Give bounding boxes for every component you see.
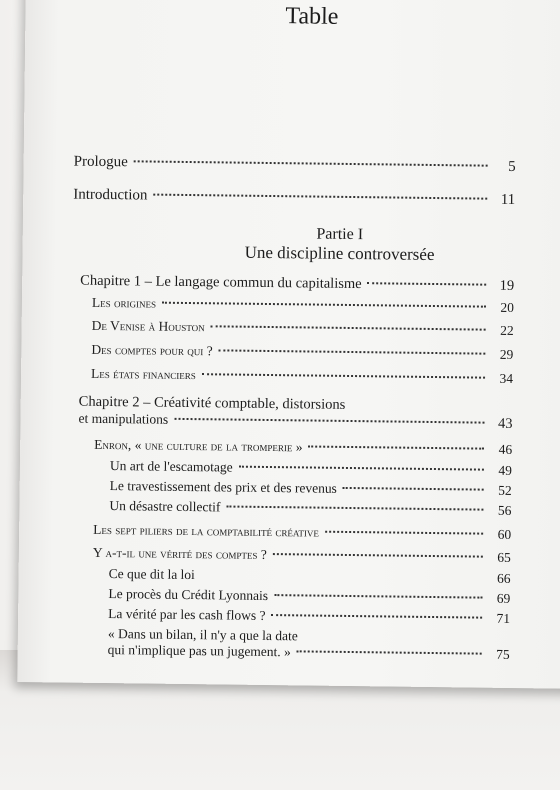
toc-entry-section	[93, 522, 511, 543]
toc-entry-subsection	[108, 606, 510, 627]
toc-entry-prologue	[74, 154, 516, 176]
toc-label: Les origines	[91, 294, 157, 311]
toc-label: Un désastre collectif	[109, 498, 221, 515]
page-number: 66	[497, 570, 511, 586]
page-number: 19	[499, 277, 515, 294]
page-number: 43	[497, 415, 513, 432]
page-number: 22	[500, 322, 514, 338]
leader-dots	[174, 418, 484, 424]
toc-entry-subsection	[110, 458, 512, 479]
leader-dots	[202, 373, 485, 378]
toc-entry-subsection	[108, 586, 510, 607]
leader-dots	[211, 325, 486, 330]
leader-dots	[162, 302, 486, 308]
page-number: 20	[500, 299, 515, 315]
toc-entry-introduction	[73, 187, 515, 209]
page-number: 52	[498, 482, 512, 498]
leader-dots	[274, 594, 482, 599]
toc-entry-chapter-2	[78, 394, 512, 433]
leader-dots	[297, 650, 482, 654]
toc-label: Chapitre 1 – Le langage commun du capitalisme	[80, 272, 362, 293]
toc-entry-section	[94, 437, 512, 458]
page-number: 69	[496, 590, 511, 606]
toc-entry-subsection	[109, 498, 511, 519]
page-number: 11	[500, 191, 516, 208]
leader-dots	[219, 349, 486, 354]
page-number: 34	[499, 370, 514, 386]
leader-dots	[343, 487, 484, 491]
toc-entry-section	[92, 318, 514, 339]
toc-entry-quote	[108, 626, 510, 663]
toc-label: Ce que dit la loi	[108, 566, 195, 583]
page-number: 75	[496, 646, 510, 662]
part-number: Partie I	[316, 225, 364, 244]
toc-label: Des comptes pour qui ?	[91, 341, 213, 359]
quote-line-continued: qui n'implique pas un jugement. »	[107, 642, 291, 660]
toc-label: De Venise à Houston	[91, 317, 205, 335]
toc-entry-section	[91, 366, 513, 387]
quote-line: « Dans un bilan, il n'y a que la date	[107, 626, 298, 644]
toc-label-continued: et manipulations	[78, 410, 169, 427]
leader-dots	[273, 553, 483, 558]
page-number: 29	[499, 346, 514, 362]
leader-dots	[309, 445, 485, 449]
toc-entry-section	[92, 295, 514, 316]
leader-dots	[134, 160, 488, 166]
toc-label: Y a-t-il une vérité des comptes ?	[92, 544, 267, 562]
toc-label: Le travestissement des prix et des revenus	[109, 478, 337, 496]
leader-dots	[368, 282, 487, 285]
toc-entry-section	[93, 545, 511, 566]
book-page	[17, 0, 560, 689]
leader-dots	[201, 573, 483, 578]
toc-entry-subsection	[109, 566, 511, 587]
leader-dots	[239, 466, 484, 471]
toc-label: Le procès du Crédit Lyonnais	[108, 586, 269, 604]
page-number: 56	[497, 502, 512, 518]
toc-entry-chapter-1	[80, 273, 514, 295]
leader-dots	[325, 531, 483, 535]
part-title: Une discipline controversée	[244, 242, 435, 265]
page-number: 46	[498, 441, 513, 457]
toc-label: Introduction	[73, 186, 148, 204]
page-number: 60	[497, 526, 512, 542]
toc-label: La vérité par les cash flows ?	[108, 606, 266, 623]
leader-dots	[272, 614, 483, 619]
page-title: Table	[285, 3, 339, 30]
toc-label: Enron, « une culture de la tromperie »	[94, 436, 303, 455]
toc-label: Chapitre 2 – Créativité comptable, distorsions	[78, 393, 346, 413]
page-number: 71	[496, 610, 511, 626]
page-number: 65	[497, 549, 511, 565]
toc-label: Un art de l'escamotage	[109, 458, 233, 475]
page-number: 5	[508, 158, 516, 175]
leader-dots	[153, 194, 487, 200]
toc-entry-subsection	[110, 478, 512, 499]
toc-label: Les sept piliers de la comptabilité créative	[93, 521, 320, 540]
leader-dots	[226, 505, 483, 510]
part-heading	[179, 224, 499, 266]
toc-label: Prologue	[73, 153, 128, 171]
toc-entry-section	[91, 342, 513, 363]
page-number: 49	[498, 462, 513, 478]
toc-label: Les états financiers	[90, 365, 196, 383]
